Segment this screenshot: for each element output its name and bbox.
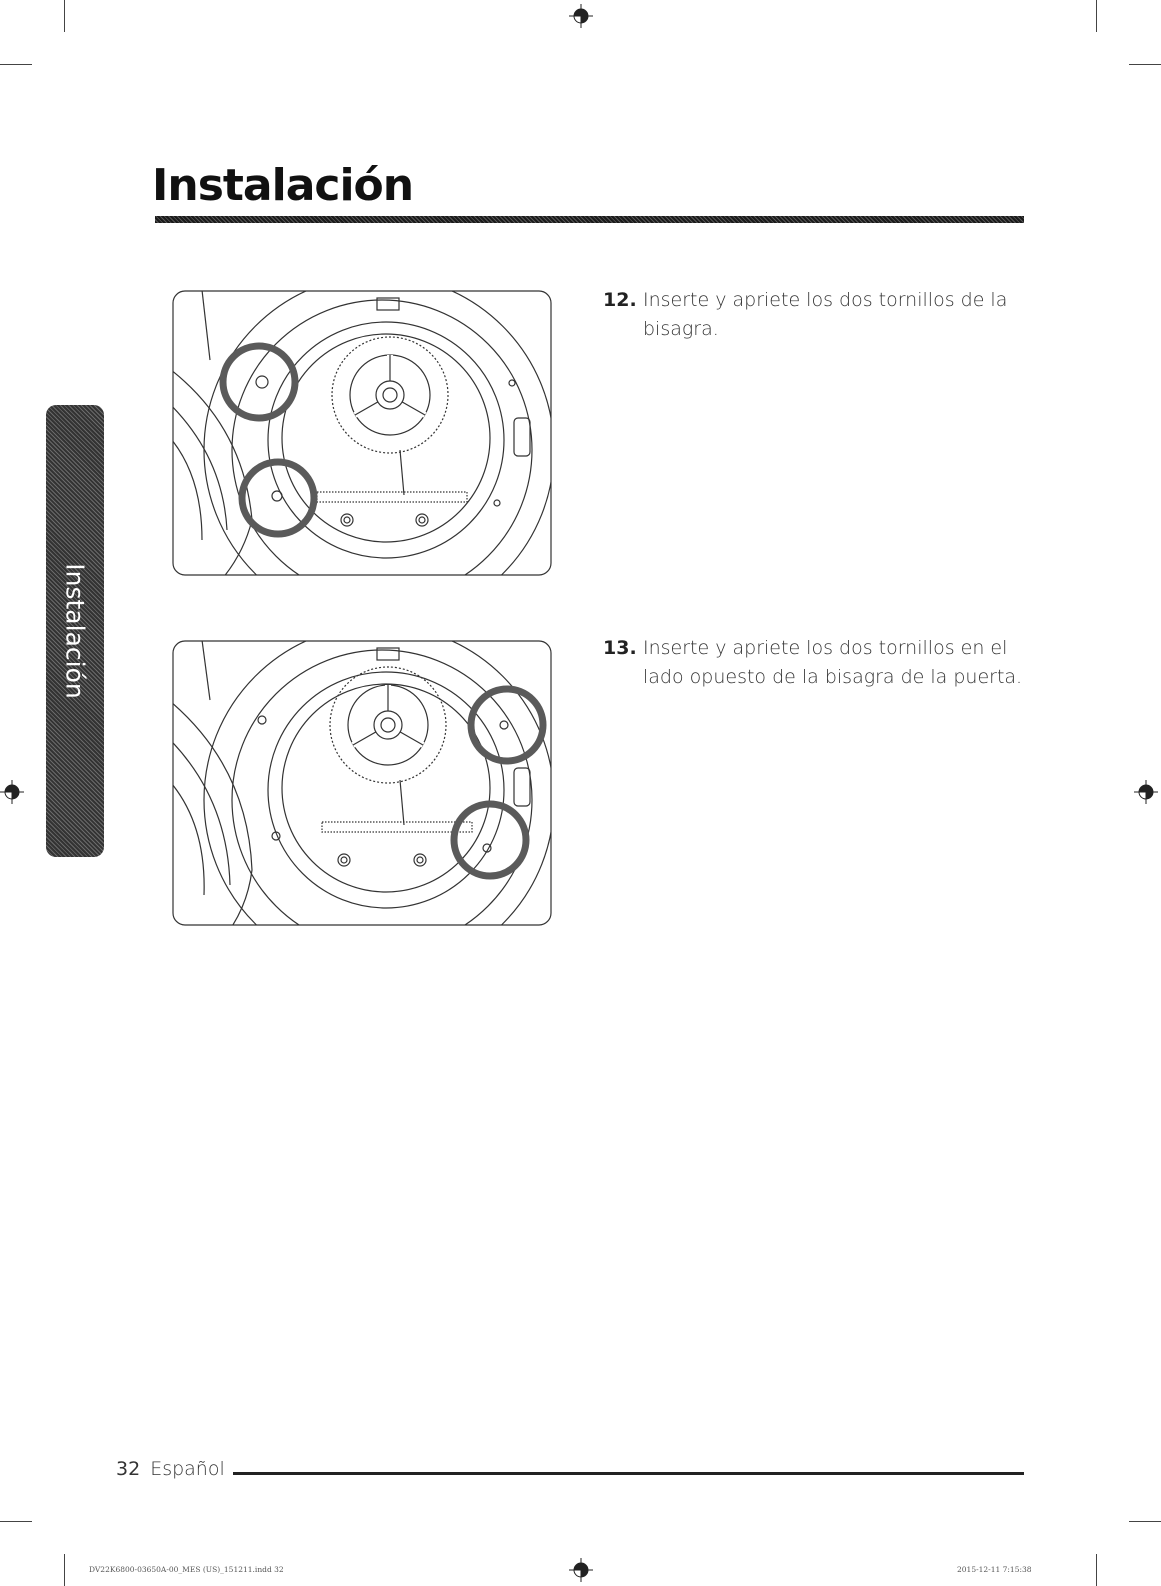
- crop-mark-top-right-h: [1129, 64, 1161, 65]
- crop-mark-top-left-h: [0, 64, 32, 65]
- registration-mark-top-icon: [569, 4, 593, 28]
- registration-mark-left-icon: [0, 780, 24, 804]
- footer: [116, 1458, 225, 1480]
- figure-opposite-side-screws: [172, 640, 552, 926]
- crop-mark-bottom-right-h: [1129, 1521, 1161, 1522]
- crop-mark-top-right-v: [1096, 0, 1097, 32]
- step-text: Inserte y apriete los dos tornillos en el lado opuesto de la bisagra de la puerta.: [643, 637, 1023, 688]
- crop-mark-bottom-left-v: [64, 1554, 65, 1586]
- step-12: [603, 286, 1023, 344]
- title-rule: [155, 216, 1024, 223]
- page-title: Instalación: [152, 160, 414, 211]
- slug-timestamp: 2015-12-11 7:15:38: [957, 1565, 1032, 1574]
- registration-mark-right-icon: [1134, 780, 1158, 804]
- registration-mark-bottom-icon: [569, 1558, 593, 1582]
- footer-language: Español: [150, 1458, 225, 1480]
- footer-rule: [233, 1472, 1024, 1475]
- step-text: Inserte y apriete los dos tornillos de la bisagra.: [643, 289, 1008, 340]
- figure-hinge-screws: [172, 290, 552, 576]
- page-number: 32: [116, 1458, 141, 1480]
- step-number: 12.: [603, 289, 637, 311]
- step-13: [603, 634, 1023, 692]
- crop-mark-top-left-v: [64, 0, 65, 32]
- slug-file-name: DV22K6800-03650A-00_MES (US)_151211.indd 32: [89, 1565, 284, 1574]
- step-number: 13.: [603, 637, 637, 659]
- crop-mark-bottom-right-v: [1096, 1554, 1097, 1586]
- section-side-tab-label: Instalación: [60, 563, 90, 699]
- crop-mark-bottom-left-h: [0, 1521, 32, 1522]
